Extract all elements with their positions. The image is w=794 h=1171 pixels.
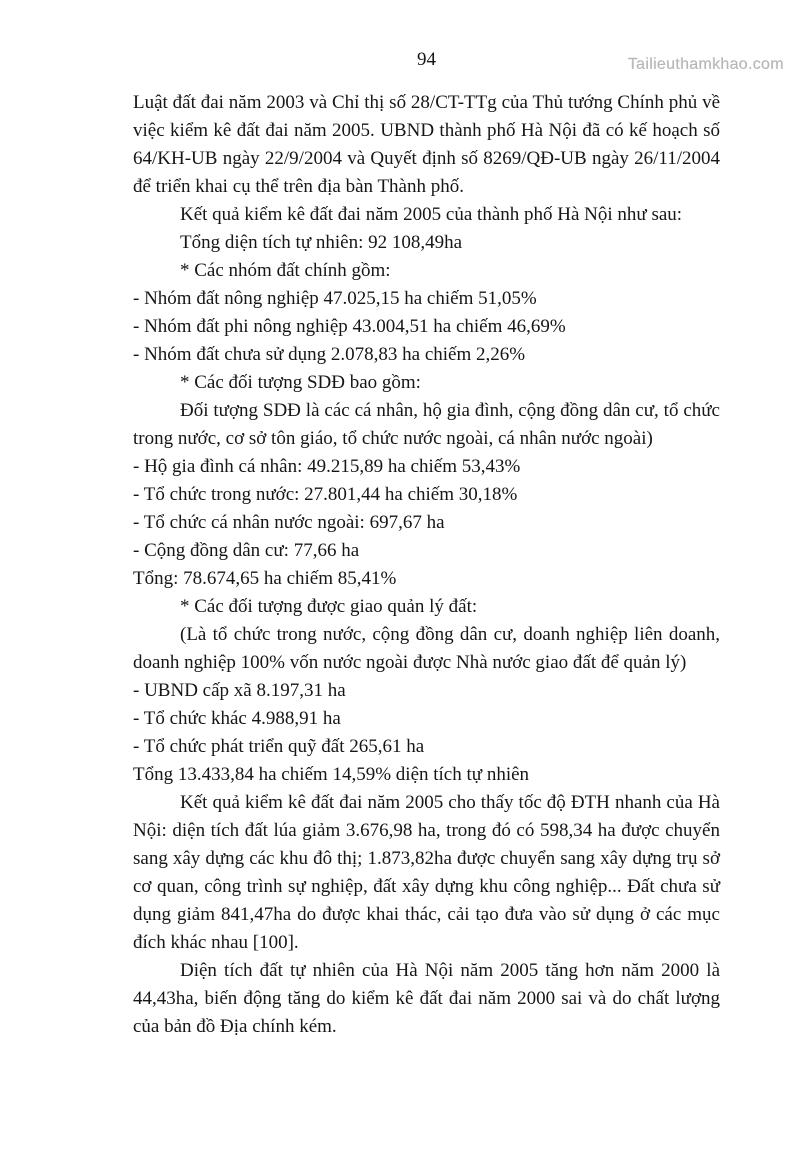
section-label-land-users: * Các đối tượng SDĐ bao gồm: — [180, 372, 421, 393]
document-body — [133, 89, 720, 1041]
list-item-other-orgs: - Tổ chức khác 4.988,91 ha — [133, 708, 341, 729]
page-number: 94 — [417, 49, 436, 70]
paragraph-urbanization-results: Kết quả kiểm kê đất đai năm 2005 cho thấy tốc độ ĐTH nhanh của Hà Nội: diện tích đất lúa giảm 3.676,98 ha, trong đó có 598,34 ha được chuyển sang xây dựng các khu đô thị; 1.873,82ha được chuyển sang xây dựng trụ sở cơ quan, công trình sự nghiệp, đất xây dựng khu công nghiệp... Đất chưa sử dụng giảm 841,47ha do được khai thác, cải tạo đưa vào sử dụng ở các mục đích khác nhau [100]. — [133, 792, 720, 953]
paragraph-land-manager-definition: (Là tổ chức trong nước, cộng đồng dân cư, doanh nghiệp liên doanh, doanh nghiệp 100% vốn nước ngoài được Nhà nước giao đất để quản lý) — [133, 624, 720, 673]
list-item-non-agricultural-land: - Nhóm đất phi nông nghiệp 43.004,51 ha chiếm 46,69% — [133, 316, 566, 337]
section-label-land-groups: * Các nhóm đất chính gồm: — [180, 260, 391, 281]
line-total-land-users: Tổng: 78.674,65 ha chiếm 85,41% — [133, 568, 397, 589]
list-item-agricultural-land: - Nhóm đất nông nghiệp 47.025,15 ha chiếm 51,05% — [133, 288, 537, 309]
list-item-foreign-orgs: - Tổ chức cá nhân nước ngoài: 697,67 ha — [133, 512, 445, 533]
paragraph-land-user-definition: Đối tượng SDĐ là các cá nhân, hộ gia đình, cộng đồng dân cư, tổ chức trong nước, cơ sở tôn giáo, tổ chức nước ngoài, cá nhân nước ngoài) — [133, 400, 720, 449]
paragraph-legal-basis: Luật đất đai năm 2003 và Chỉ thị số 28/CT-TTg của Thủ tướng Chính phủ về việc kiểm kê đất đai năm 2005. UBND thành phố Hà Nội đã có kế hoạch số 64/KH-UB ngày 22/9/2004 và Quyết định số 8269/QĐ-UB ngày 26/11/2004 để triển khai cụ thể trên địa bàn Thành phố. — [133, 92, 720, 197]
section-label-land-managers: * Các đối tượng được giao quản lý đất: — [180, 596, 478, 617]
paragraph-area-change: Diện tích đất tự nhiên của Hà Nội năm 2005 tăng hơn năm 2000 là 44,43ha, biến động tăng do kiểm kê đất đai năm 2000 sai và do chất lượng của bản đồ Địa chính kém. — [133, 960, 720, 1037]
list-item-communities: - Cộng đồng dân cư: 77,66 ha — [133, 540, 360, 561]
list-item-domestic-orgs: - Tổ chức trong nước: 27.801,44 ha chiếm 30,18% — [133, 484, 518, 505]
paragraph-results-intro: Kết quả kiểm kê đất đai năm 2005 của thành phố Hà Nội như sau: — [180, 204, 683, 225]
line-total-land-managers: Tổng 13.433,84 ha chiếm 14,59% diện tích tự nhiên — [133, 764, 530, 785]
list-item-commune-committees: - UBND cấp xã 8.197,31 ha — [133, 680, 346, 701]
site-watermark: Tailieuthamkhao.com — [628, 56, 784, 73]
list-item-unused-land: - Nhóm đất chưa sử dụng 2.078,83 ha chiếm 2,26% — [133, 344, 526, 365]
list-item-households: - Hộ gia đình cá nhân: 49.215,89 ha chiếm 53,43% — [133, 456, 521, 477]
list-item-land-fund-orgs: - Tổ chức phát triển quỹ đất 265,61 ha — [133, 736, 425, 757]
line-total-natural-area: Tổng diện tích tự nhiên: 92 108,49ha — [180, 232, 463, 253]
